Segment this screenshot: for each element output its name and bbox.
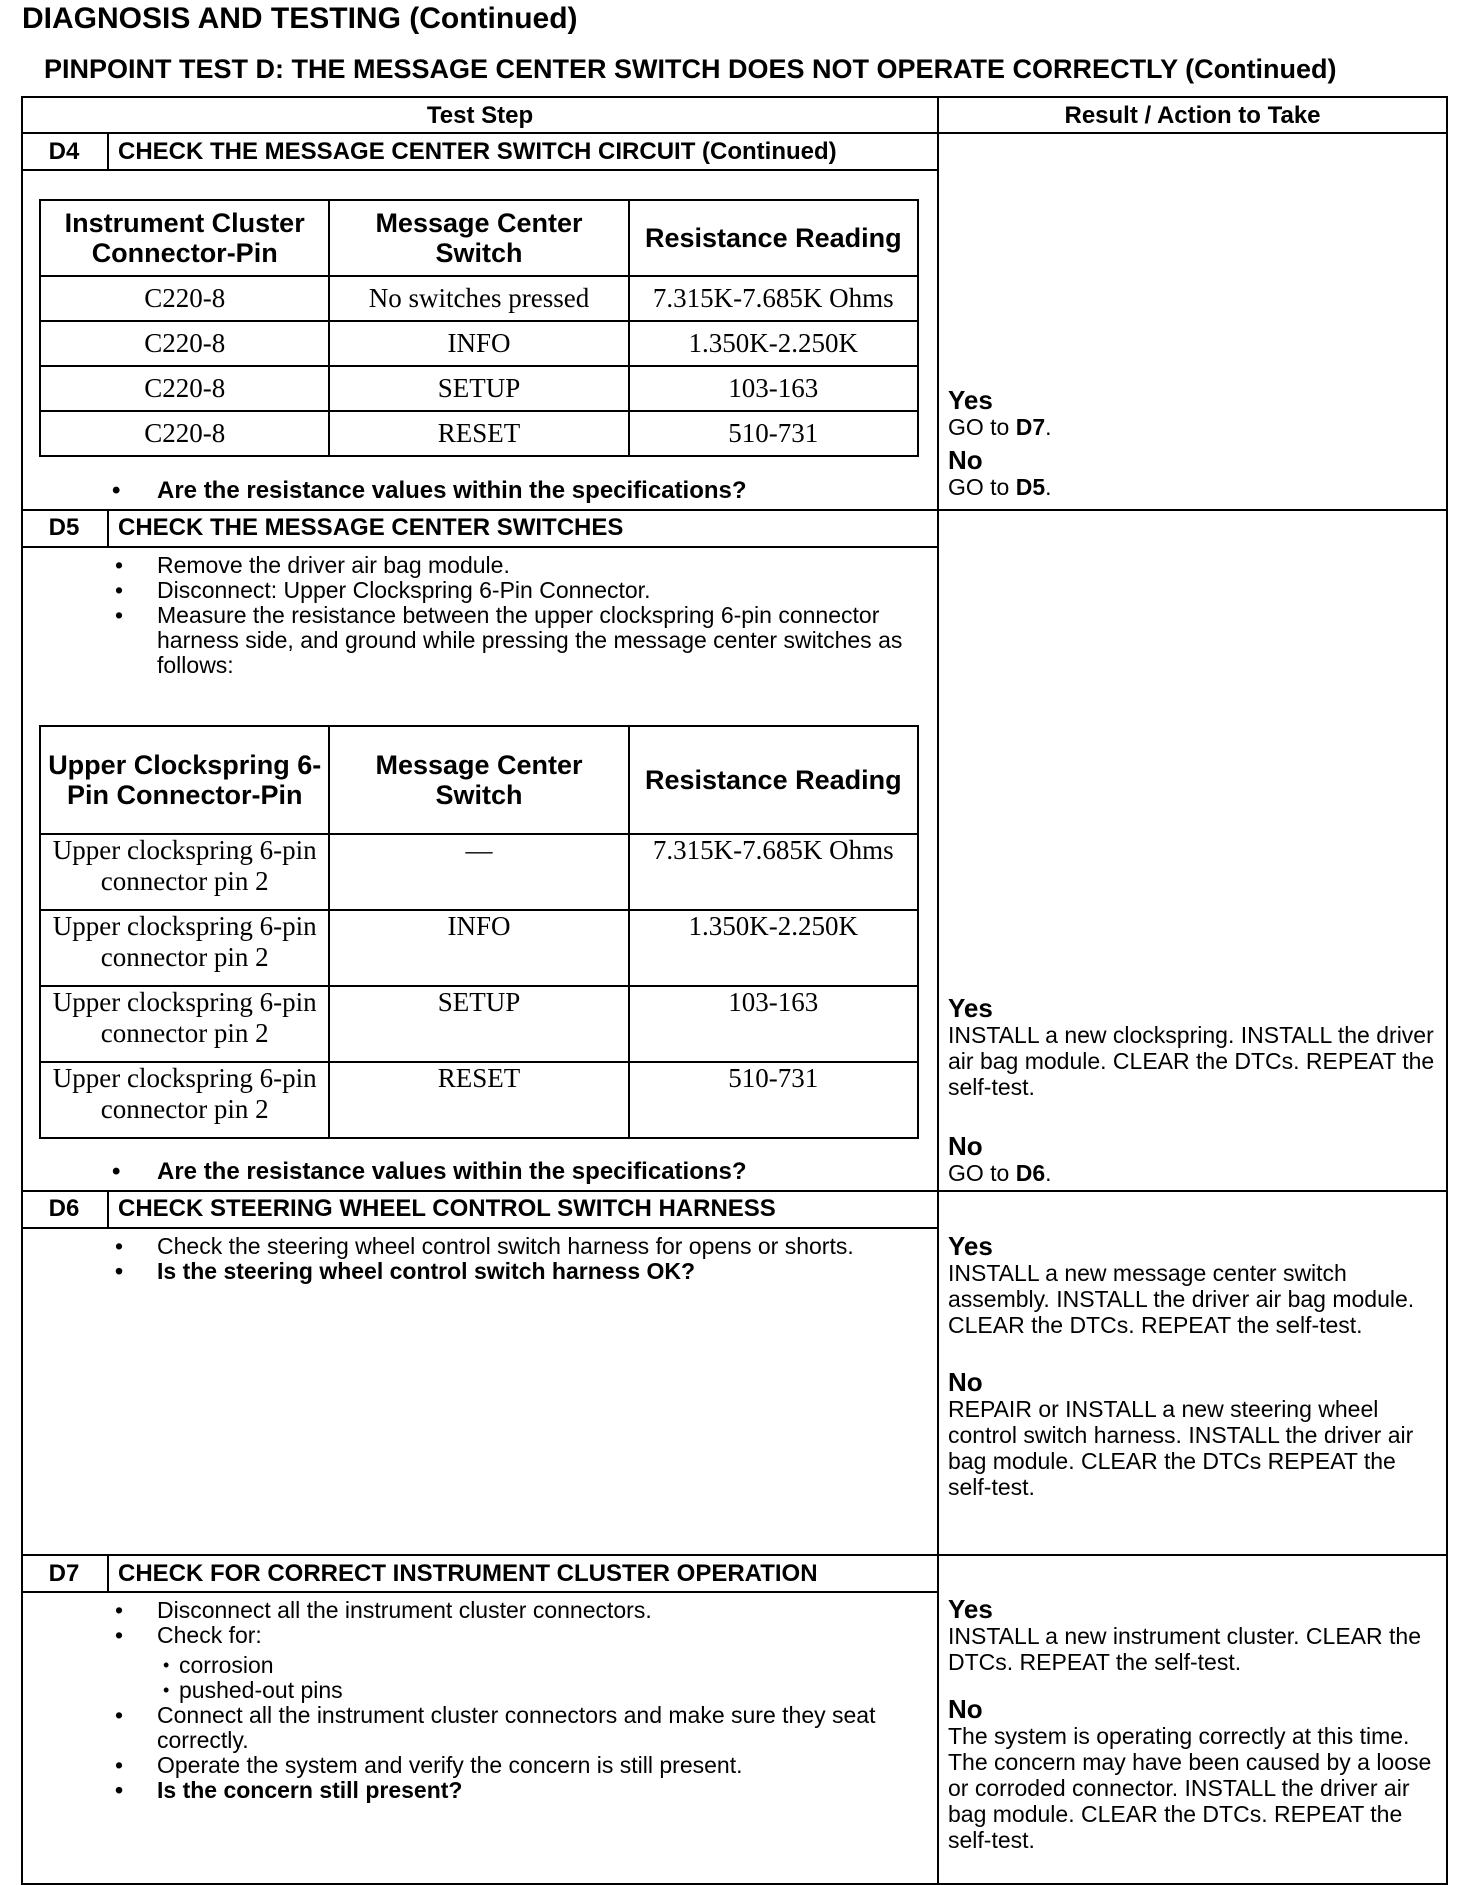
table-cell: 510-731	[629, 1062, 918, 1138]
no-action: REPAIR or INSTALL a new steering wheel control switch harness. INSTALL the driver air bag module. CLEAR the DTCs REPEAT the self-test.	[948, 1396, 1414, 1500]
table-cell: 7.315K-7.685K Ohms	[629, 834, 918, 910]
table-cell: C220-8	[40, 366, 329, 411]
steps-d5	[112, 553, 912, 678]
resistance-table-d4	[39, 199, 919, 457]
list-item: • Measure the resistance between the upper clockspring 6-pin connector harness side, and ground while pressing the message center switches as follows:	[112, 603, 912, 678]
table-cell: RESET	[329, 411, 628, 456]
no-label: No	[948, 445, 983, 475]
table-cell: SETUP	[329, 986, 628, 1062]
table-header: Message Center Switch	[329, 726, 628, 834]
table-cell: No switches pressed	[329, 276, 628, 321]
table-row	[40, 411, 918, 456]
table-cell: Upper clockspring 6-pin connector pin 2	[40, 1062, 329, 1138]
step-id-d6: D6	[48, 1195, 80, 1222]
result-d4	[948, 386, 1440, 500]
table-row	[40, 366, 918, 411]
result-d6	[948, 1232, 1440, 1500]
table-cell: 1.350K-2.250K	[629, 910, 918, 986]
yes-action: GO to D7.	[948, 414, 1052, 440]
table-header: Message Center Switch	[329, 200, 628, 276]
yes-action: INSTALL a new instrument cluster. CLEAR the DTCs. REPEAT the self-test.	[948, 1623, 1421, 1675]
question-d4: • Are the resistance values within the specifications?	[112, 477, 747, 504]
table-cell: C220-8	[40, 411, 329, 456]
table-cell: C220-8	[40, 321, 329, 366]
list-item: • Disconnect: Upper Clockspring 6-Pin Connector.	[112, 578, 912, 603]
step-id-divider	[107, 1192, 109, 1228]
step-title-d6: CHECK STEERING WHEEL CONTROL SWITCH HARNESS	[118, 1195, 776, 1222]
steps-d6	[112, 1234, 912, 1284]
step-title-rule	[21, 169, 939, 171]
yes-label: Yes	[948, 993, 993, 1023]
table-cell: —	[329, 834, 628, 910]
resistance-table-d5	[39, 725, 919, 1139]
table-cell: 103-163	[629, 986, 918, 1062]
yes-action: INSTALL a new clockspring. INSTALL the driver air bag module. CLEAR the DTCs. REPEAT the self-test.	[948, 1022, 1435, 1100]
table-cell: SETUP	[329, 366, 628, 411]
table-row	[40, 834, 918, 910]
column-header-result: Result / Action to Take	[1064, 102, 1321, 129]
table-cell: Upper clockspring 6-pin connector pin 2	[40, 910, 329, 986]
step-id-d7: D7	[48, 1560, 80, 1587]
column-header-test-step: Test Step	[426, 102, 534, 129]
step-title-rule	[21, 1227, 939, 1229]
table-cell: INFO	[329, 321, 628, 366]
no-label: No	[948, 1131, 983, 1161]
yes-label: Yes	[948, 1594, 993, 1624]
table-row	[40, 276, 918, 321]
step-title-rule	[21, 1591, 939, 1593]
step-id-divider	[107, 134, 109, 170]
no-action: GO to D6.	[948, 1160, 1052, 1186]
table-cell: C220-8	[40, 276, 329, 321]
table-row	[40, 321, 918, 366]
column-divider	[937, 96, 939, 1885]
step-title-d7: CHECK FOR CORRECT INSTRUMENT CLUSTER OPERATION	[118, 1560, 818, 1587]
yes-action: INSTALL a new message center switch assembly. INSTALL the driver air bag module. CLEAR the DTCs. REPEAT the self-test.	[948, 1260, 1415, 1338]
result-d5	[948, 994, 1440, 1186]
table-header: Upper Clockspring 6-Pin Connector-Pin	[40, 726, 329, 834]
table-row	[40, 986, 918, 1062]
table-cell: RESET	[329, 1062, 628, 1138]
table-cell: 1.350K-2.250K	[629, 321, 918, 366]
no-label: No	[948, 1694, 983, 1724]
list-item: • Operate the system and verify the concern is still present.	[112, 1753, 912, 1778]
table-cell: 103-163	[629, 366, 918, 411]
yes-label: Yes	[948, 385, 993, 415]
table-header: Instrument Cluster Connector-Pin	[40, 200, 329, 276]
list-item: • Check the steering wheel control switch harness for opens or shorts.	[112, 1234, 912, 1259]
no-action: The system is operating correctly at this time. The concern may have been caused by a loose or corroded connector. INSTALL the driver air bag module. CLEAR the DTCs. REPEAT the self-test.	[948, 1723, 1432, 1853]
step-title-rule	[21, 546, 939, 548]
question-d5: • Are the resistance values within the specifications?	[112, 1158, 747, 1185]
step-id-d5: D5	[48, 514, 80, 541]
sub-list	[112, 1653, 912, 1703]
page-subtitle: PINPOINT TEST D: THE MESSAGE CENTER SWITCH DOES NOT OPERATE CORRECTLY (Continued)	[44, 54, 1337, 84]
sub-list-item: • pushed-out pins	[157, 1678, 912, 1703]
page-title: DIAGNOSIS AND TESTING (Continued)	[22, 2, 578, 35]
no-action: GO to D5.	[948, 474, 1052, 500]
table-cell: 510-731	[629, 411, 918, 456]
table-cell: INFO	[329, 910, 628, 986]
result-d7	[948, 1595, 1440, 1853]
list-item-question: • Is the concern still present?	[112, 1778, 912, 1803]
table-header: Resistance Reading	[629, 726, 918, 834]
list-item: • Remove the driver air bag module.	[112, 553, 912, 578]
list-item: • Disconnect all the instrument cluster connectors.	[112, 1598, 912, 1623]
step-title-d5: CHECK THE MESSAGE CENTER SWITCHES	[118, 514, 624, 541]
step-rule	[21, 1554, 1448, 1556]
step-id-d4: D4	[48, 138, 80, 165]
step-title-d4: CHECK THE MESSAGE CENTER SWITCH CIRCUIT (Continued)	[118, 138, 837, 165]
list-item-question: • Is the steering wheel control switch harness OK?	[112, 1259, 912, 1284]
yes-label: Yes	[948, 1231, 993, 1261]
table-cell: 7.315K-7.685K Ohms	[629, 276, 918, 321]
table-row	[40, 910, 918, 986]
step-id-divider	[107, 511, 109, 547]
step-rule	[21, 1190, 1448, 1192]
list-item: • Connect all the instrument cluster connectors and make sure they seat correctly.	[112, 1703, 912, 1753]
sub-list-item: • corrosion	[157, 1653, 912, 1678]
table-cell: Upper clockspring 6-pin connector pin 2	[40, 986, 329, 1062]
table-cell: Upper clockspring 6-pin connector pin 2	[40, 834, 329, 910]
no-label: No	[948, 1367, 983, 1397]
table-row	[40, 1062, 918, 1138]
steps-d7	[112, 1598, 912, 1803]
step-rule	[21, 509, 1448, 511]
list-item: • Check for: • corrosion • pushed-out pins	[112, 1623, 912, 1703]
header-rule	[21, 132, 1448, 134]
table-header: Resistance Reading	[629, 200, 918, 276]
step-id-divider	[107, 1556, 109, 1592]
